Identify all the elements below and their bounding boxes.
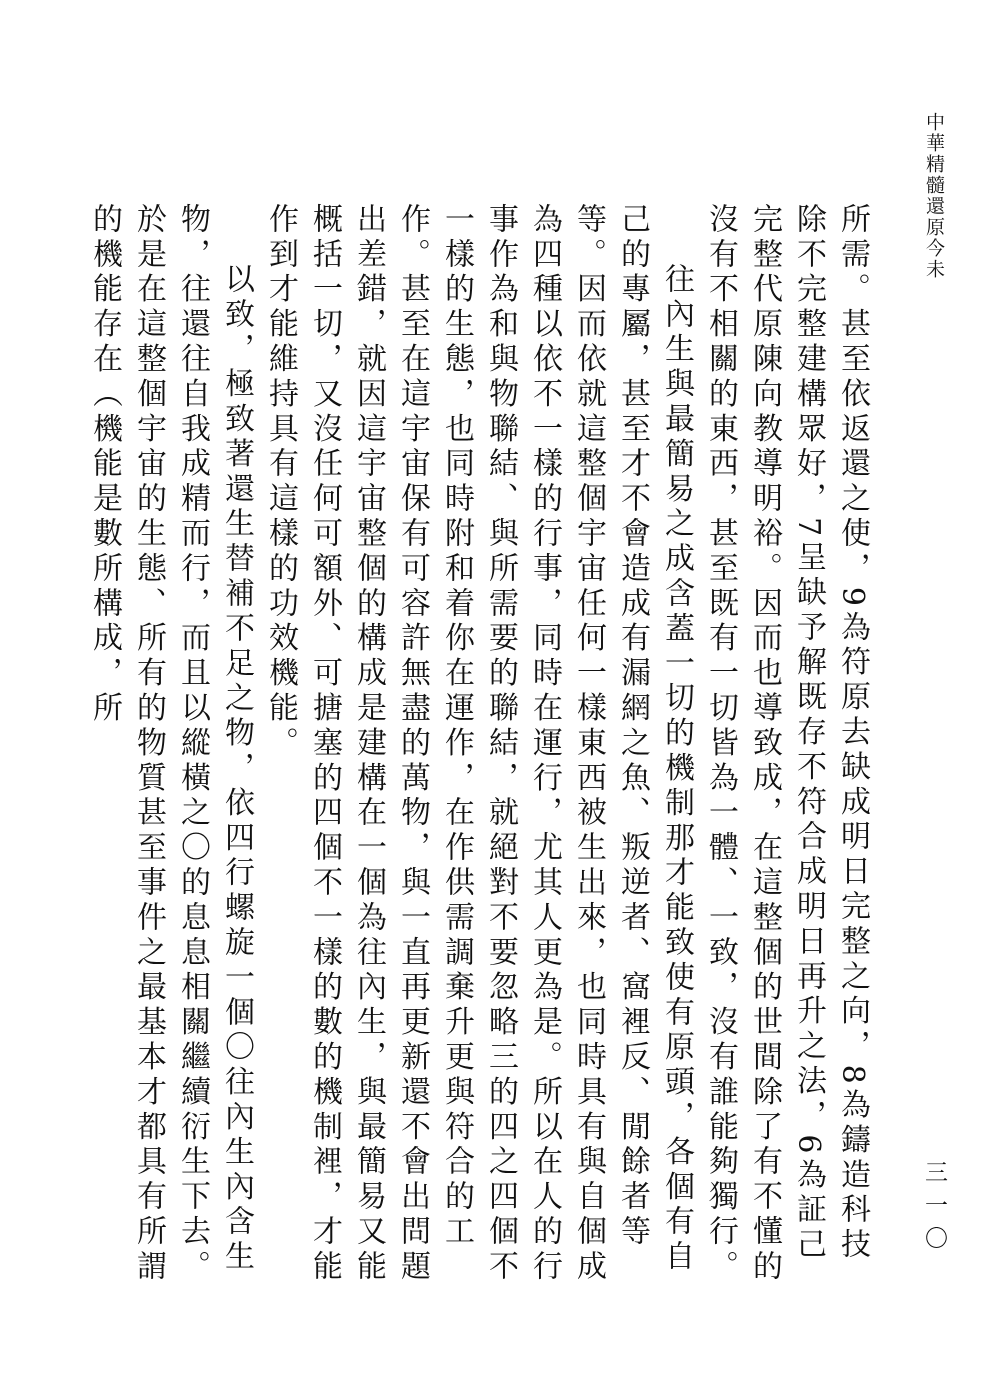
paragraph: 所需。甚至依返還之使，9為符原去缺成明日完整之向，8為鑄造科技除不完整建構眾好，7呈缺予解既存不符合成明日再升之法，6為証己完整代原陳向教導明裕。因而也導致成，在這整個的世間除了有不懂的沒有不相關的東西，甚至既有一切皆為一體、一致，沒有誰能夠獨行。 xyxy=(703,203,870,1285)
paragraph: 往內生與最簡易之成含蓋一切的機制那才能致使有原頭，各個有自己的專屬，甚至才不會造成有漏網之魚、叛逆者、窩裡反、閒餘者等等。因而依就這整個宇宙任何一樣東西被生出來，也同時具有與自個成為四種以依不一樣的行事，同時在運行，尤其人更為是。所以在人的行事作為和與物聯結、與所需要的聯結，就絕對不要忽略三的四之四個不一樣的生態，也同時附和着你在運作，在作供需調棄升更與符合的工作。甚至在這宇宙保有可容許無盡的萬物，與一直再更新還不會出問題出差錯，就因這宇宙整個的構成是建構在一個為往內生，與最簡易又能概括一切，又沒任何可額外、可搪塞的四個不一樣的數的機制裡，才能作到才能維持具有這樣的功效機能。 xyxy=(263,203,694,1285)
paragraph: 以致，極致著還生替補不足之物，依四行螺旋一個〇往內生內含生物，往還往自我成精而行，而且以縱橫之〇的息息相關繼續衍生下去。於是在這整個宇宙的生態、所有的物質甚至事件之最基本才都具有所謂的機能存在（機能是數所構成，所 xyxy=(87,203,254,1285)
body-text xyxy=(82,203,874,1288)
page-number: 三一〇 xyxy=(921,1160,947,1259)
running-head: 中華精髓還原今未 xyxy=(923,112,945,280)
